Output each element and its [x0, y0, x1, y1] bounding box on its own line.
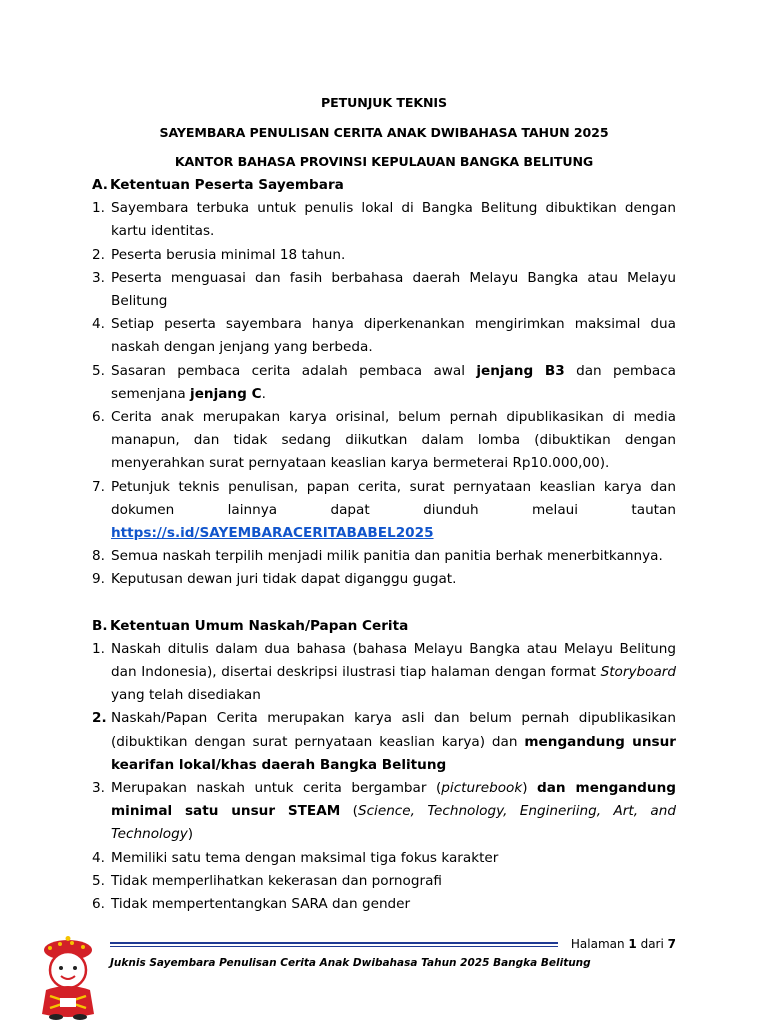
item-text	[111, 638, 676, 708]
page-separator: dari	[636, 937, 668, 951]
page-number	[571, 936, 676, 952]
item-text	[111, 476, 676, 546]
item-number: 9.	[92, 571, 105, 588]
item-word: dokumen	[111, 501, 175, 518]
item-text: Memiliki satu tema dengan maksimal tiga fokus karakter	[111, 849, 499, 866]
item-word: lainnya	[227, 501, 278, 518]
item-number: 2.	[92, 246, 105, 263]
item-text-part: )	[522, 780, 538, 797]
item-number: 6.	[92, 896, 105, 913]
item-number: 2.	[92, 710, 107, 727]
list-item	[92, 638, 676, 708]
item-number: 7.	[92, 478, 105, 495]
download-link[interactable]: https://s.id/SAYEMBARACERITABABEL2025	[111, 525, 434, 542]
item-text-line	[111, 522, 676, 545]
item-number: 8.	[92, 548, 105, 565]
section-letter: B.	[92, 617, 108, 634]
item-text-bold: mengandung unsur kearifan lokal/khas daerah Bangka Belitung	[111, 733, 676, 773]
document-header	[92, 88, 676, 177]
item-word: diunduh	[423, 501, 479, 518]
item-text: Peserta menguasai dan fasih berbahasa daerah Melayu Bangka atau Melayu Belitung	[111, 269, 676, 310]
list-item	[92, 777, 676, 847]
item-number: 5.	[92, 872, 105, 889]
section-title: Ketentuan Umum Naskah/Papan Cerita	[110, 617, 409, 634]
item-text-line	[111, 499, 676, 522]
section-a-heading	[92, 174, 676, 197]
list-item	[92, 406, 676, 476]
item-text: Peserta berusia minimal 18 tahun.	[111, 246, 346, 263]
section-b-heading	[92, 615, 676, 638]
section-title: Ketentuan Peserta Sayembara	[110, 177, 344, 193]
item-text-part: Merupakan naskah untuk cerita bergambar (	[111, 780, 442, 797]
item-text-bold: jenjang C	[190, 385, 262, 402]
page-label: Halaman	[570, 937, 629, 951]
item-number: 1.	[92, 200, 105, 217]
item-text-italic: Science, Technology, Engineriing, Art, and Technology	[111, 803, 676, 843]
item-text-part: .	[261, 385, 266, 402]
page-current: 1	[628, 937, 637, 951]
list-item	[92, 313, 676, 359]
item-text-bold: dan mengandung minimal satu unsur STEAM	[111, 780, 676, 820]
item-number: 1.	[92, 640, 105, 657]
item-number: 3.	[92, 780, 105, 797]
item-text-line: Petunjuk teknis penulisan, papan cerita, surat pernyataan keaslian karya dan	[111, 478, 676, 495]
item-text-italic: picturebook	[441, 780, 523, 797]
item-text: Tidak memperlihatkan kekerasan dan pornografi	[111, 872, 442, 889]
item-text: Semua naskah terpilih menjadi milik panitia dan panitia berhak menerbitkannya.	[111, 548, 663, 565]
page-total: 7	[667, 937, 676, 951]
header-line-2: SAYEMBARA PENULISAN CERITA ANAK DWIBAHASA TAHUN 2025	[159, 124, 609, 140]
header-line-1: PETUNJUK TEKNIS	[321, 95, 447, 110]
list-item	[92, 847, 676, 870]
list-item	[92, 568, 676, 591]
item-text-part: (	[340, 803, 358, 820]
item-text: Setiap peserta sayembara hanya diperkenankan mengirimkan maksimal dua naskah dengan jenjang yang berbeda.	[111, 316, 676, 356]
item-text-italic: Storyboard	[600, 664, 676, 681]
list-item	[92, 360, 676, 406]
item-text-part: dan pembaca semenjana	[111, 362, 676, 402]
document-body	[92, 174, 676, 916]
item-word: melaui	[531, 501, 579, 518]
item-text-part: Naskah/Papan Cerita merupakan karya asli dan belum pernah dipublikasikan (dibuktikan dengan surat pernyataan keaslian karya) dan	[111, 710, 676, 750]
mascot-logo-icon	[30, 936, 106, 1020]
list-item	[92, 267, 676, 313]
footer-document-title: Juknis Sayembara Penulisan Cerita Anak Dwibahasa Tahun 2025 Bangka Belitung	[110, 957, 591, 969]
item-text-part: Sasaran pembaca cerita adalah pembaca awal	[111, 362, 477, 379]
list-item	[92, 244, 676, 267]
header-line-3: KANTOR BAHASA PROVINSI KEPULAUAN BANGKA BELITUNG	[174, 154, 594, 169]
item-text	[111, 360, 676, 406]
item-text-part: )	[187, 826, 194, 843]
list-item	[92, 870, 676, 893]
list-item	[92, 707, 676, 777]
item-text-part: Naskah ditulis dalam dua bahasa (bahasa Melayu Bangka atau Melayu Belitung dan Indonesia), disertai deskripsi ilustrasi tiap halaman dengan format	[111, 640, 676, 681]
item-text: Sayembara terbuka untuk penulis lokal di Bangka Belitung dibuktikan dengan kartu identitas.	[111, 200, 676, 240]
item-text	[111, 707, 676, 777]
item-word: tautan	[631, 501, 676, 518]
item-number: 5.	[92, 362, 105, 379]
list-item	[92, 197, 676, 243]
item-number: 4.	[92, 316, 105, 333]
item-word: dapat	[330, 501, 370, 518]
item-number: 4.	[92, 849, 105, 866]
item-number: 6.	[92, 409, 105, 426]
section-letter: A.	[92, 177, 108, 193]
item-text	[111, 777, 676, 847]
list-item	[92, 545, 676, 568]
item-text-part: yang telah disediakan	[111, 687, 261, 704]
footer-divider	[110, 942, 558, 947]
item-text: Keputusan dewan juri tidak dapat diganggu gugat.	[111, 571, 457, 588]
item-text: Tidak mempertentangkan SARA dan gender	[111, 896, 411, 913]
list-item	[92, 893, 676, 916]
list-item	[92, 476, 676, 546]
section-spacer	[92, 592, 676, 615]
item-text-bold: jenjang B3	[476, 362, 565, 379]
item-number: 3.	[92, 269, 105, 286]
item-text: Cerita anak merupakan karya orisinal, belum pernah dipublikasikan di media manapun, dan tidak sedang diikutkan dalam lomba (dibuktikan dengan menyerahkan surat pernyataan keaslian karya bermeterai Rp10.000,00).	[111, 409, 676, 472]
